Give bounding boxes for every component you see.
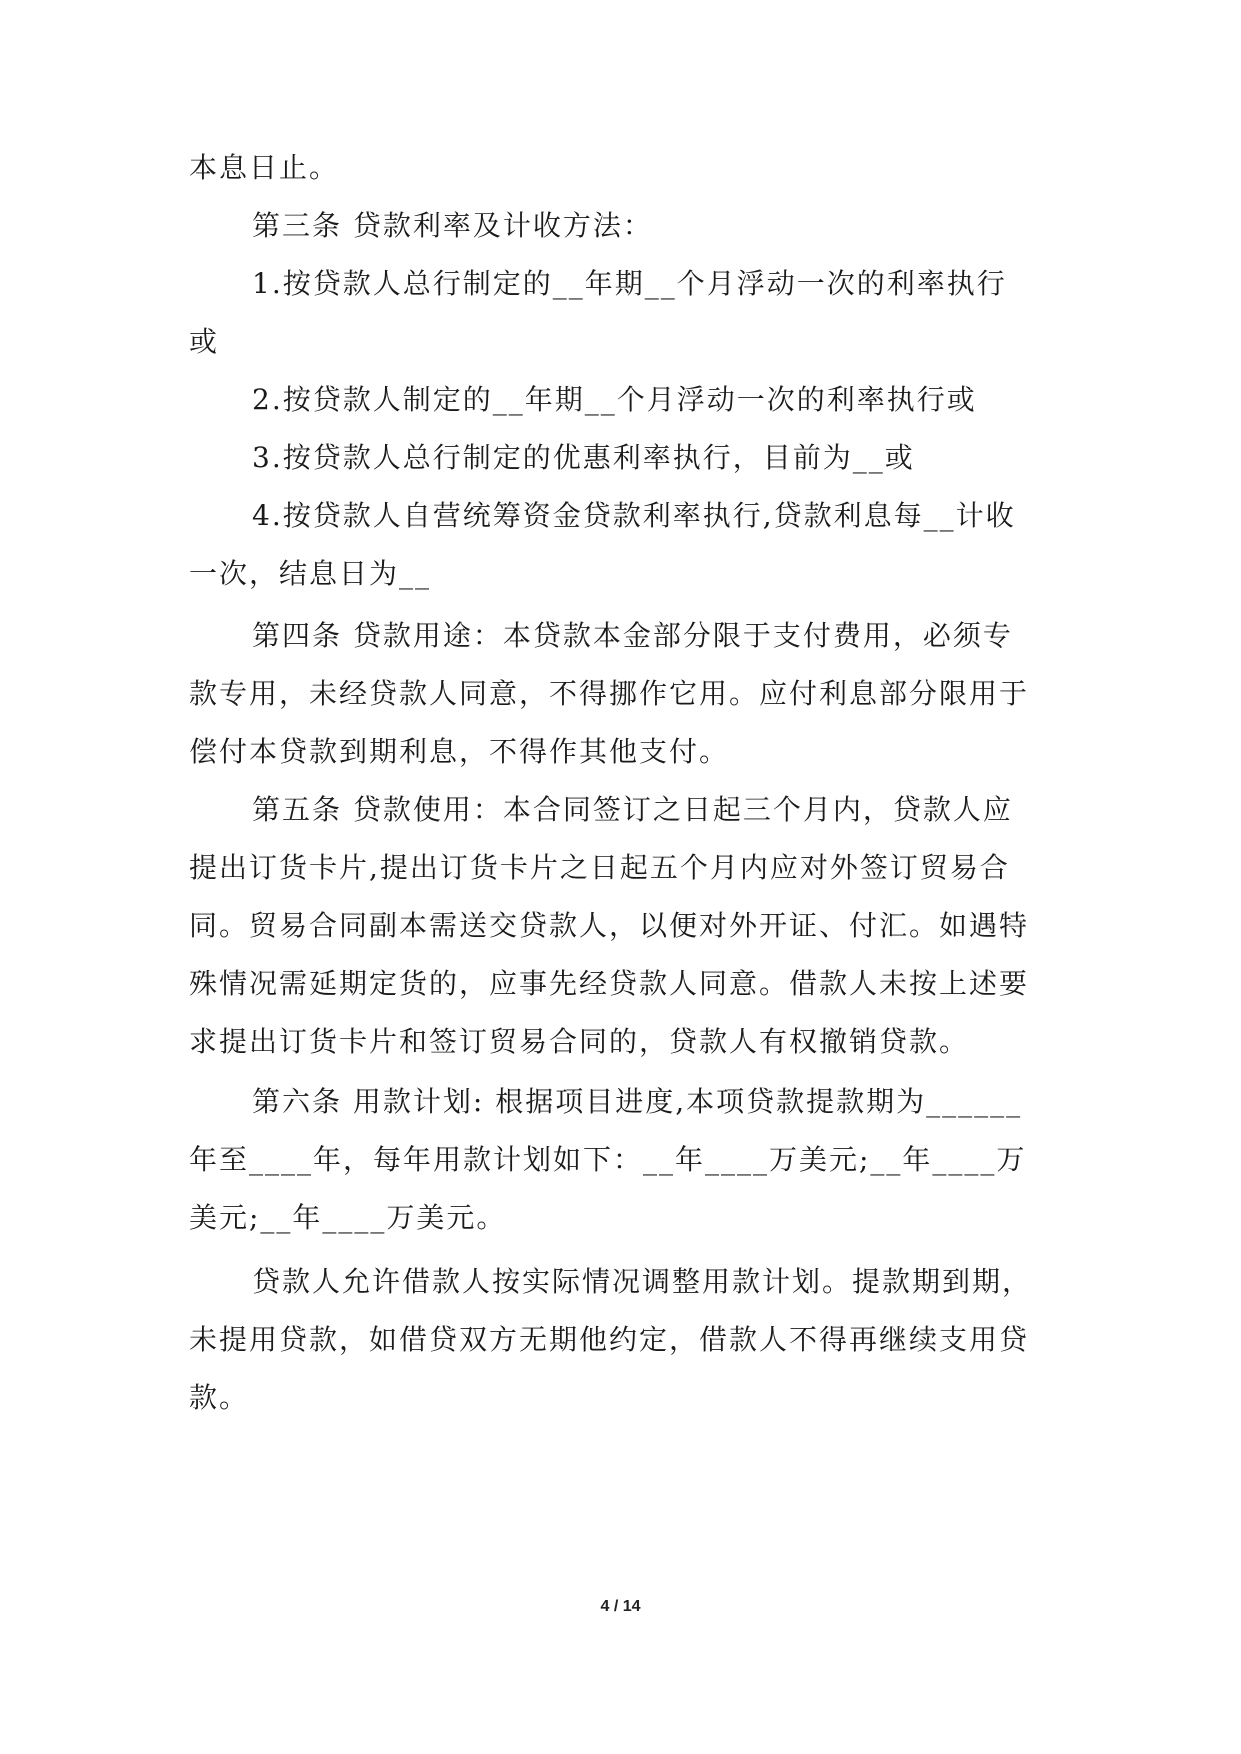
text-line: 未提用贷款，如借贷双方无期他约定，借款人不得再继续支用贷 bbox=[189, 1323, 1030, 1356]
text-line: 年至____年，每年用款计划如下：__年____万美元;__年____万 bbox=[189, 1143, 1027, 1176]
text-line: 2.按贷款人制定的__年期__个月浮动一次的利率执行或 bbox=[252, 383, 977, 416]
text-line: 美元;__年____万美元。 bbox=[189, 1201, 507, 1234]
text-line: 偿付本贷款到期利息，不得作其他支付。 bbox=[189, 735, 730, 768]
text-line: 款。 bbox=[189, 1381, 250, 1414]
text-line: 贷款人允许借款人按实际情况调整用款计划。提款期到期， bbox=[252, 1265, 1033, 1298]
text-line: 提出订货卡片,提出订货卡片之日起五个月内应对外签订贸易合 bbox=[189, 851, 1010, 884]
article-3-heading: 第三条 贷款利率及计收方法： bbox=[252, 209, 653, 242]
text-line: 4.按贷款人自营统筹资金贷款利率执行,贷款利息每__计收 bbox=[252, 499, 1016, 532]
text-line: 殊情况需延期定货的，应事先经贷款人同意。借款人未按上述要 bbox=[189, 967, 1030, 1000]
article-5-heading: 第五条 贷款使用：本合同签订之日起三个月内，贷款人应 bbox=[252, 793, 1013, 826]
article-4-heading: 第四条 贷款用途：本贷款本金部分限于支付费用，必须专 bbox=[252, 619, 1013, 652]
text-line: 求提出订货卡片和签订贸易合同的，贷款人有权撤销贷款。 bbox=[189, 1025, 970, 1058]
text-line: 一次，结息日为__ bbox=[189, 557, 432, 590]
text-line: 1.按贷款人总行制定的__年期__个月浮动一次的利率执行 bbox=[252, 267, 1007, 300]
text-line: 同。贸易合同副本需送交贷款人，以便对外开证、付汇。如遇特 bbox=[189, 909, 1030, 942]
text-line: 或 bbox=[189, 325, 220, 358]
page-number: 4 / 14 bbox=[600, 1598, 641, 1615]
text-line: 本息日止。 bbox=[189, 151, 340, 184]
article-6-heading: 第六条 用款计划: 根据项目进度,本项贷款提款期为______ bbox=[252, 1085, 1023, 1118]
text-line: 3.按贷款人总行制定的优惠利率执行，目前为__或 bbox=[252, 441, 915, 474]
text-line: 款专用，未经贷款人同意，不得挪作它用。应付利息部分限用于 bbox=[189, 677, 1030, 710]
